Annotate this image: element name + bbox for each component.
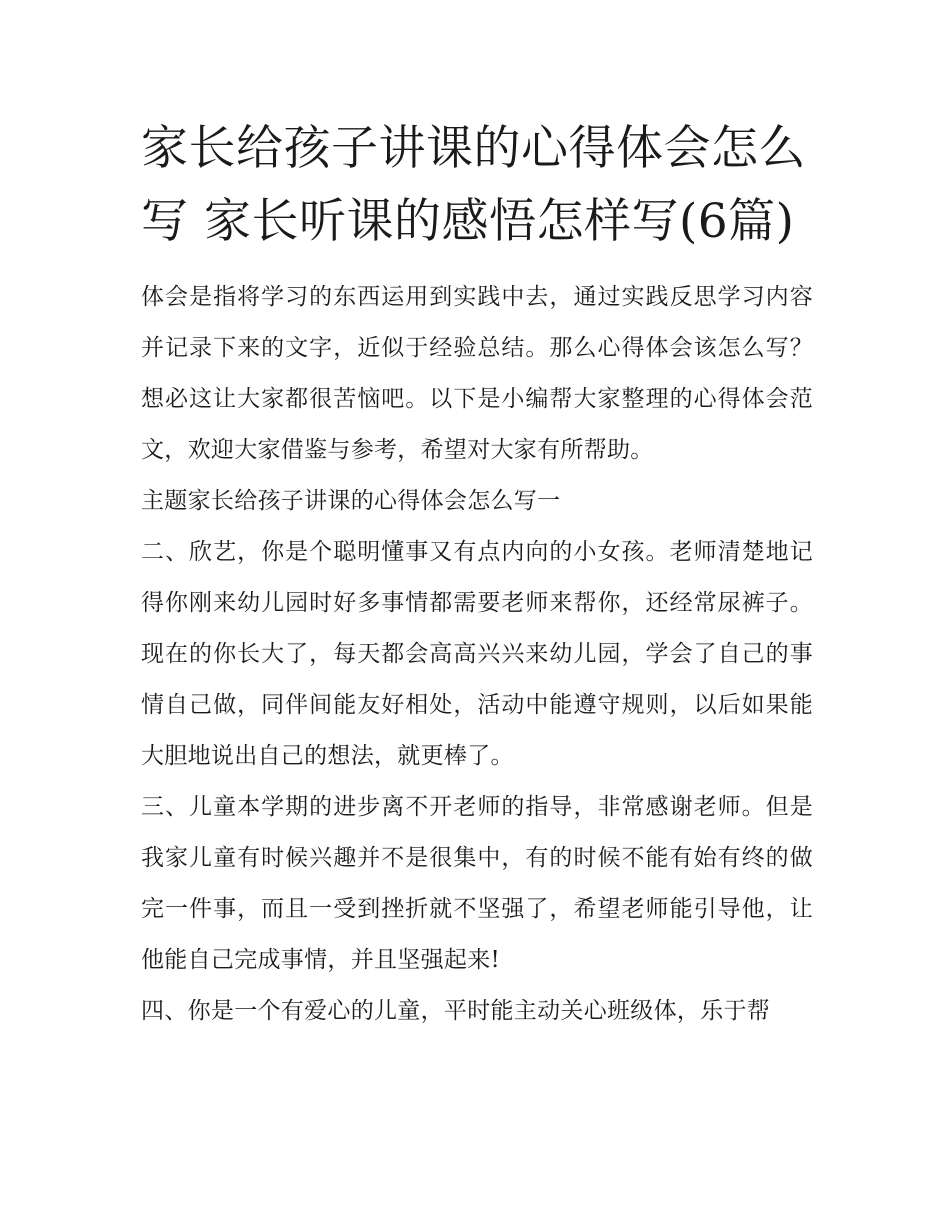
document-title: 家长给孩子讲课的心得体会怎么写 家长听课的感悟怎样写(6篇) bbox=[141, 121, 806, 249]
intro-paragraph: 体会是指将学习的东西运用到实践中去，通过实践反思学习内容并记录下来的文字，近似于经验总结。那么心得体会该怎么写？想必这让大家都很苦恼吧。以下是小编帮大家整理的心得体会范文，欢迎大家借鉴与参考，希望对大家有所帮助。 bbox=[141, 284, 813, 463]
section-heading: 主题家长给孩子讲课的心得体会怎么写一 bbox=[141, 488, 561, 514]
body-paragraph-2: 二、欣艺，你是个聪明懂事又有点内向的小女孩。老师清楚地记得你刚来幼儿园时好多事情都需要老师来帮你，还经常尿裤子。现在的你长大了，每天都会高高兴兴来幼儿园，学会了自己的事情自己做，同伴间能友好相处，活动中能遵守规则，以后如果能大胆地说出自己的想法，就更棒了。 bbox=[141, 539, 813, 769]
document-page bbox=[141, 112, 813, 1037]
body-paragraph-3: 三、儿童本学期的进步离不开老师的指导，非常感谢老师。但是我家儿童有时候兴趣并不是很集中，有的时候不能有始有终的做完一件事，而且一受到挫折就不坚强了，希望老师能引导他，让他能自己完成事情，并且坚强起来! bbox=[141, 794, 813, 973]
body-paragraph-4: 四、你是一个有爱心的儿童，平时能主动关心班级体，乐于帮 bbox=[141, 998, 771, 1024]
